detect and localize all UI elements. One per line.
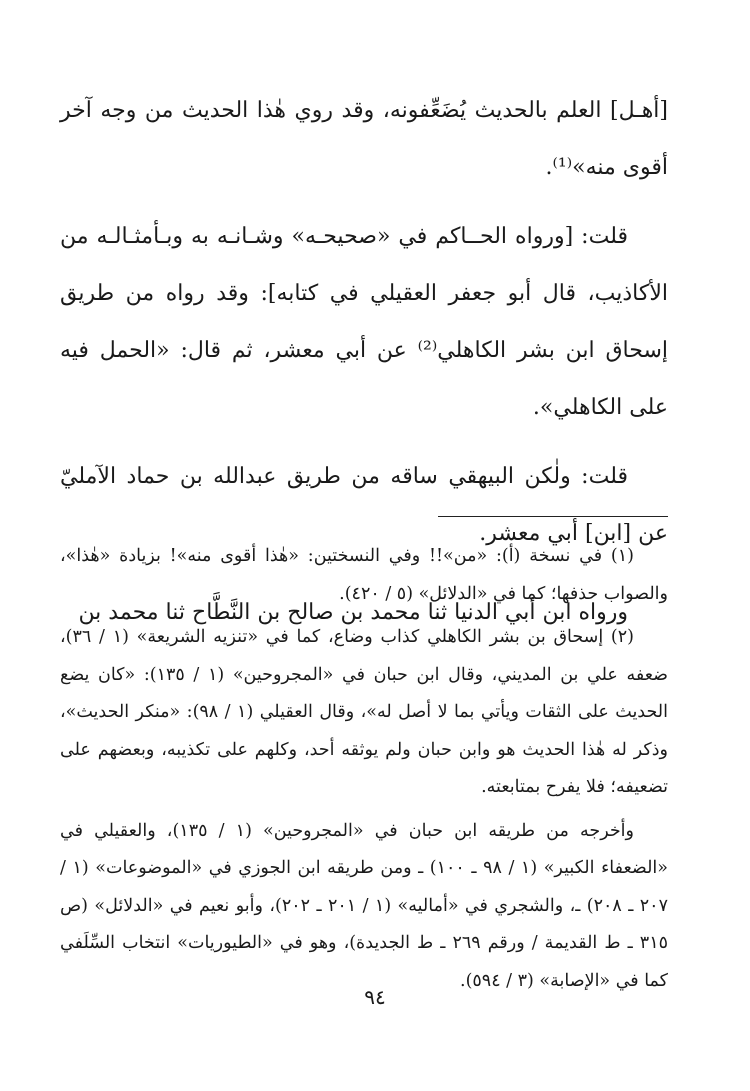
page-number: ٩٤: [364, 985, 386, 1009]
paragraph-2: قلت: [ورواه الحــاكم في «صحيحـه» وشـانـه به وبـأمثـالـه من الأكاذيب، قال أبو جعفر العقيلي في كتابه]: وقد رواه من طريق إسحاق ابن بشر الكاهلي⁽²⁾ عن أبي معشر، ثم قال: «الحمل فيه على الكاهلي».: [60, 224, 668, 420]
footnotes: [60, 538, 668, 1000]
paragraph-4: ورواه ابن أبي الدنيا ثنا محمد بن صالح بن النَّطَّاح ثنا محمد بن: [78, 600, 628, 625]
footnote-2-continuation: وأخرجه من طريقه ابن حبان في «المجروحين» (١ / ١٣٥)، والعقيلي في «الضعفاء الكبير» (١ / ٩٨ ـ ١٠٠) ـ ومن طريقه ابن الجوزي في «الموضوعات» (١ / ٢٠٧ ـ ٢٠٨) ـ، والشجري في «أماليه» (١ / ٢٠١ ـ ٢٠٢)، وأبو نعيم في «الدلائل» (ص ٣١٥ ـ ط القديمة / ورقم ٢٦٩ ـ ط الجديدة)، وهو في «الطيوريات» انتخاب السِّلَفي كما في «الإصابة» (٣ / ٥٩٤).: [60, 820, 668, 991]
paragraph-1: [أهـل] العلم بالحديث يُضَعِّفونه، وقد روي هٰذا الحديث من وجه آخر أقوى منه»⁽¹⁾.: [60, 98, 668, 180]
footnote-1: (١) في نسخة (أ): «من»!! وفي النسختين: «هٰذا أقوى منه»! بزيادة «هٰذا»، والصواب حذفها؛ كما في «الدلائل» (٥ / ٤٢٠).: [60, 546, 668, 604]
footnote-separator: [438, 516, 668, 517]
footnote-2: (٢) إسحاق بن بشر الكاهلي كذاب وضاع، كما في «تنزيه الشريعة» (١ / ٣٦)، ضعفه علي بن المديني، وقال ابن حبان في «المجروحين» (١ / ١٣٥): «كان يضع الحديث على الثقات ويأتي بما لا أصل له»، وقال العقيلي (١ / ٩٨): «منكر الحديث»، وذكر له هٰذا الحديث هو وابن حبان ولم يوثقه أحد، وكلهم على تكذيبه، وبعضهم على تضعيفه؛ فلا يفرح بمتابعته.: [60, 627, 669, 797]
paragraph-3: قلت: ولٰكن البيهقي ساقه من طريق عبدالله بن حماد الآمليّ عن [ابن] أبي معشر.: [60, 464, 668, 546]
